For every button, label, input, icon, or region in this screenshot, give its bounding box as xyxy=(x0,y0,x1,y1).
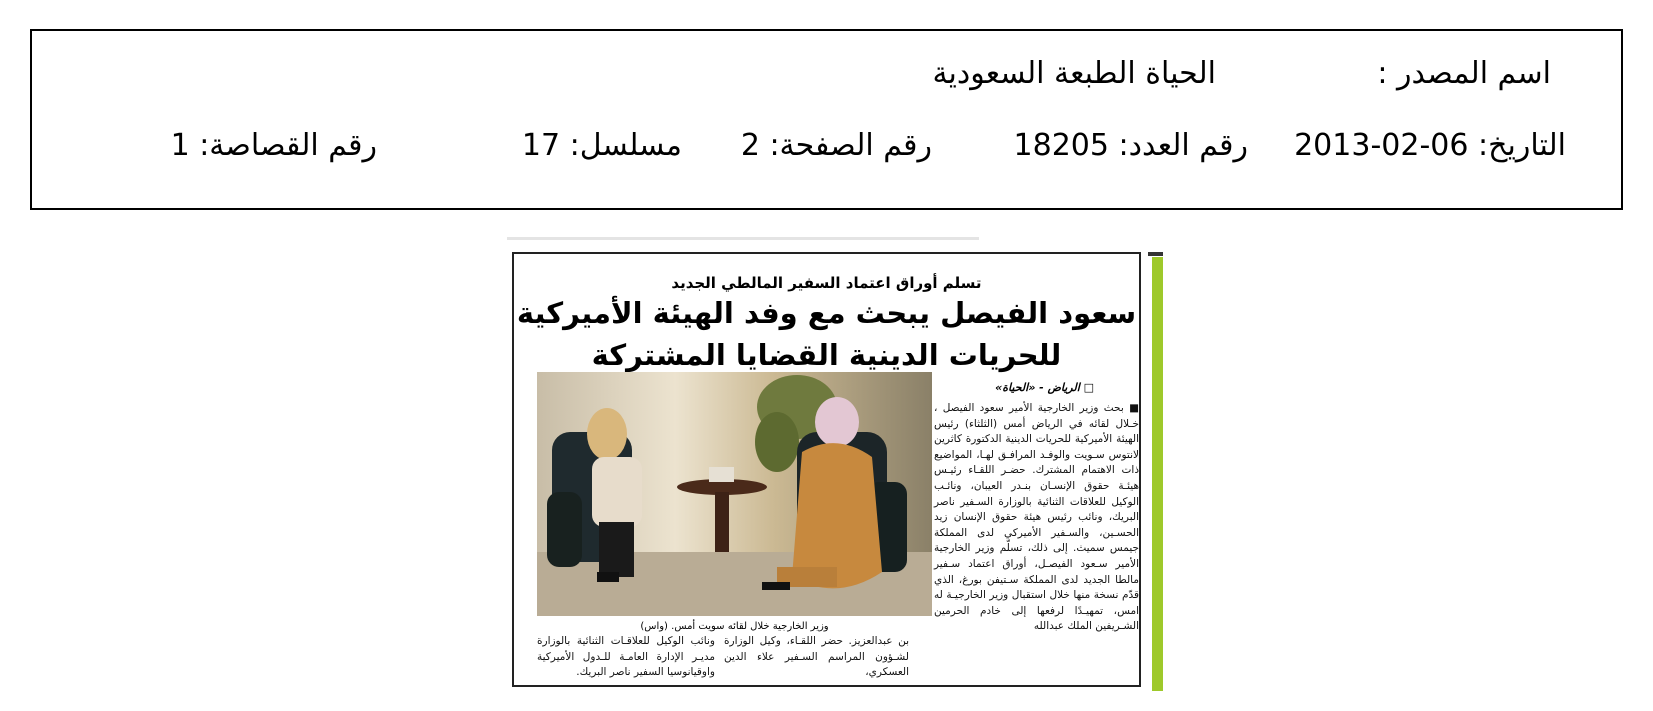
meeting-photo-illustration xyxy=(537,372,932,616)
article-column-left xyxy=(537,634,715,681)
photo-caption: وزير الخارجية خلال لقائه سويت أمس. (واس) xyxy=(640,621,829,632)
metadata-box xyxy=(30,29,1623,210)
article-column-middle xyxy=(724,634,909,681)
page-number: رقم الصفحة: 2 xyxy=(740,128,932,163)
article-body-middle: بن عبدالعزيز. حضر اللقـاء، وكيل الوزارة لشـؤون المراسم السـفير علاء الدين العسكري، xyxy=(724,635,909,679)
article-body-left: ونائب الوكيل للعلاقـات الثنائية بالوزارة مديـر الإدارة العامـة للـدول الأميركية واوقيانوسيا السفير ناصر البريك. xyxy=(537,635,715,679)
date-field: التاريخ: 06-02-2013 xyxy=(1294,128,1566,163)
headline-line-2: للحريات الدينية القضايا المشتركة xyxy=(591,338,1062,372)
clipping-number: رقم القصاصة: 1 xyxy=(170,128,377,163)
article-body-main: ■ بحث وزير الخارجية الأمير سعود الفيصل ، خـلال لقائه في الرياض أمس (الثلثاء) رئيس الهيئة الأميركية للحريات الدينية الدكتورة كاثرين لانتوس سـويت والوفـد المرافـق لهـا، المواضيع ذات الاهتمام المشترك. حضـر اللقـاء رئيـس هيئـة حقوق الإنسـان بنـدر العيبان، ونائـب الوكيل للعلاقات الثنائية بالوزارة السـفير ناصر البريك، ونائب رئيس هيئة حقوق الإنسان زيد الحسـين، والسـفير الأميركي لدى المملكة جيمس سميث. إلى ذلك، تسلّم وزير الخارجية الأمير سـعود الفيصـل، أوراق اعتماد سـفير مالطا الجديد لدى المملكة سـتيفن بورغ، الذي قدّم نسخة منها خلال استقبال وزير الخارجيـة له امس، تمهيـدًا لرفعها إلى خادم الحرمين الشـريفين الملك عبدالله xyxy=(934,402,1139,633)
page-edge-tab xyxy=(1148,252,1163,256)
newspaper-clipping xyxy=(507,237,1164,691)
article-column-main xyxy=(934,401,1139,635)
page-edge-bar xyxy=(1152,257,1163,691)
article-kicker: تسلم أوراق اعتماد السفير المالطي الجديد xyxy=(671,274,982,292)
article-frame xyxy=(512,252,1141,687)
source-value: الحياة الطبعة السعودية xyxy=(932,56,1216,91)
issue-number: رقم العدد: 18205 xyxy=(1013,128,1248,163)
headline-line-1: سعود الفيصل يبحث مع وفد الهيئة الأميركية xyxy=(516,296,1137,330)
source-label: اسم المصدر : xyxy=(1377,56,1551,91)
top-rule xyxy=(507,237,979,240)
article-photo xyxy=(537,372,932,616)
serial-number: مسلسل: 17 xyxy=(521,128,682,163)
article-dateline: □ الرياض - «الحياة» xyxy=(995,381,1094,394)
